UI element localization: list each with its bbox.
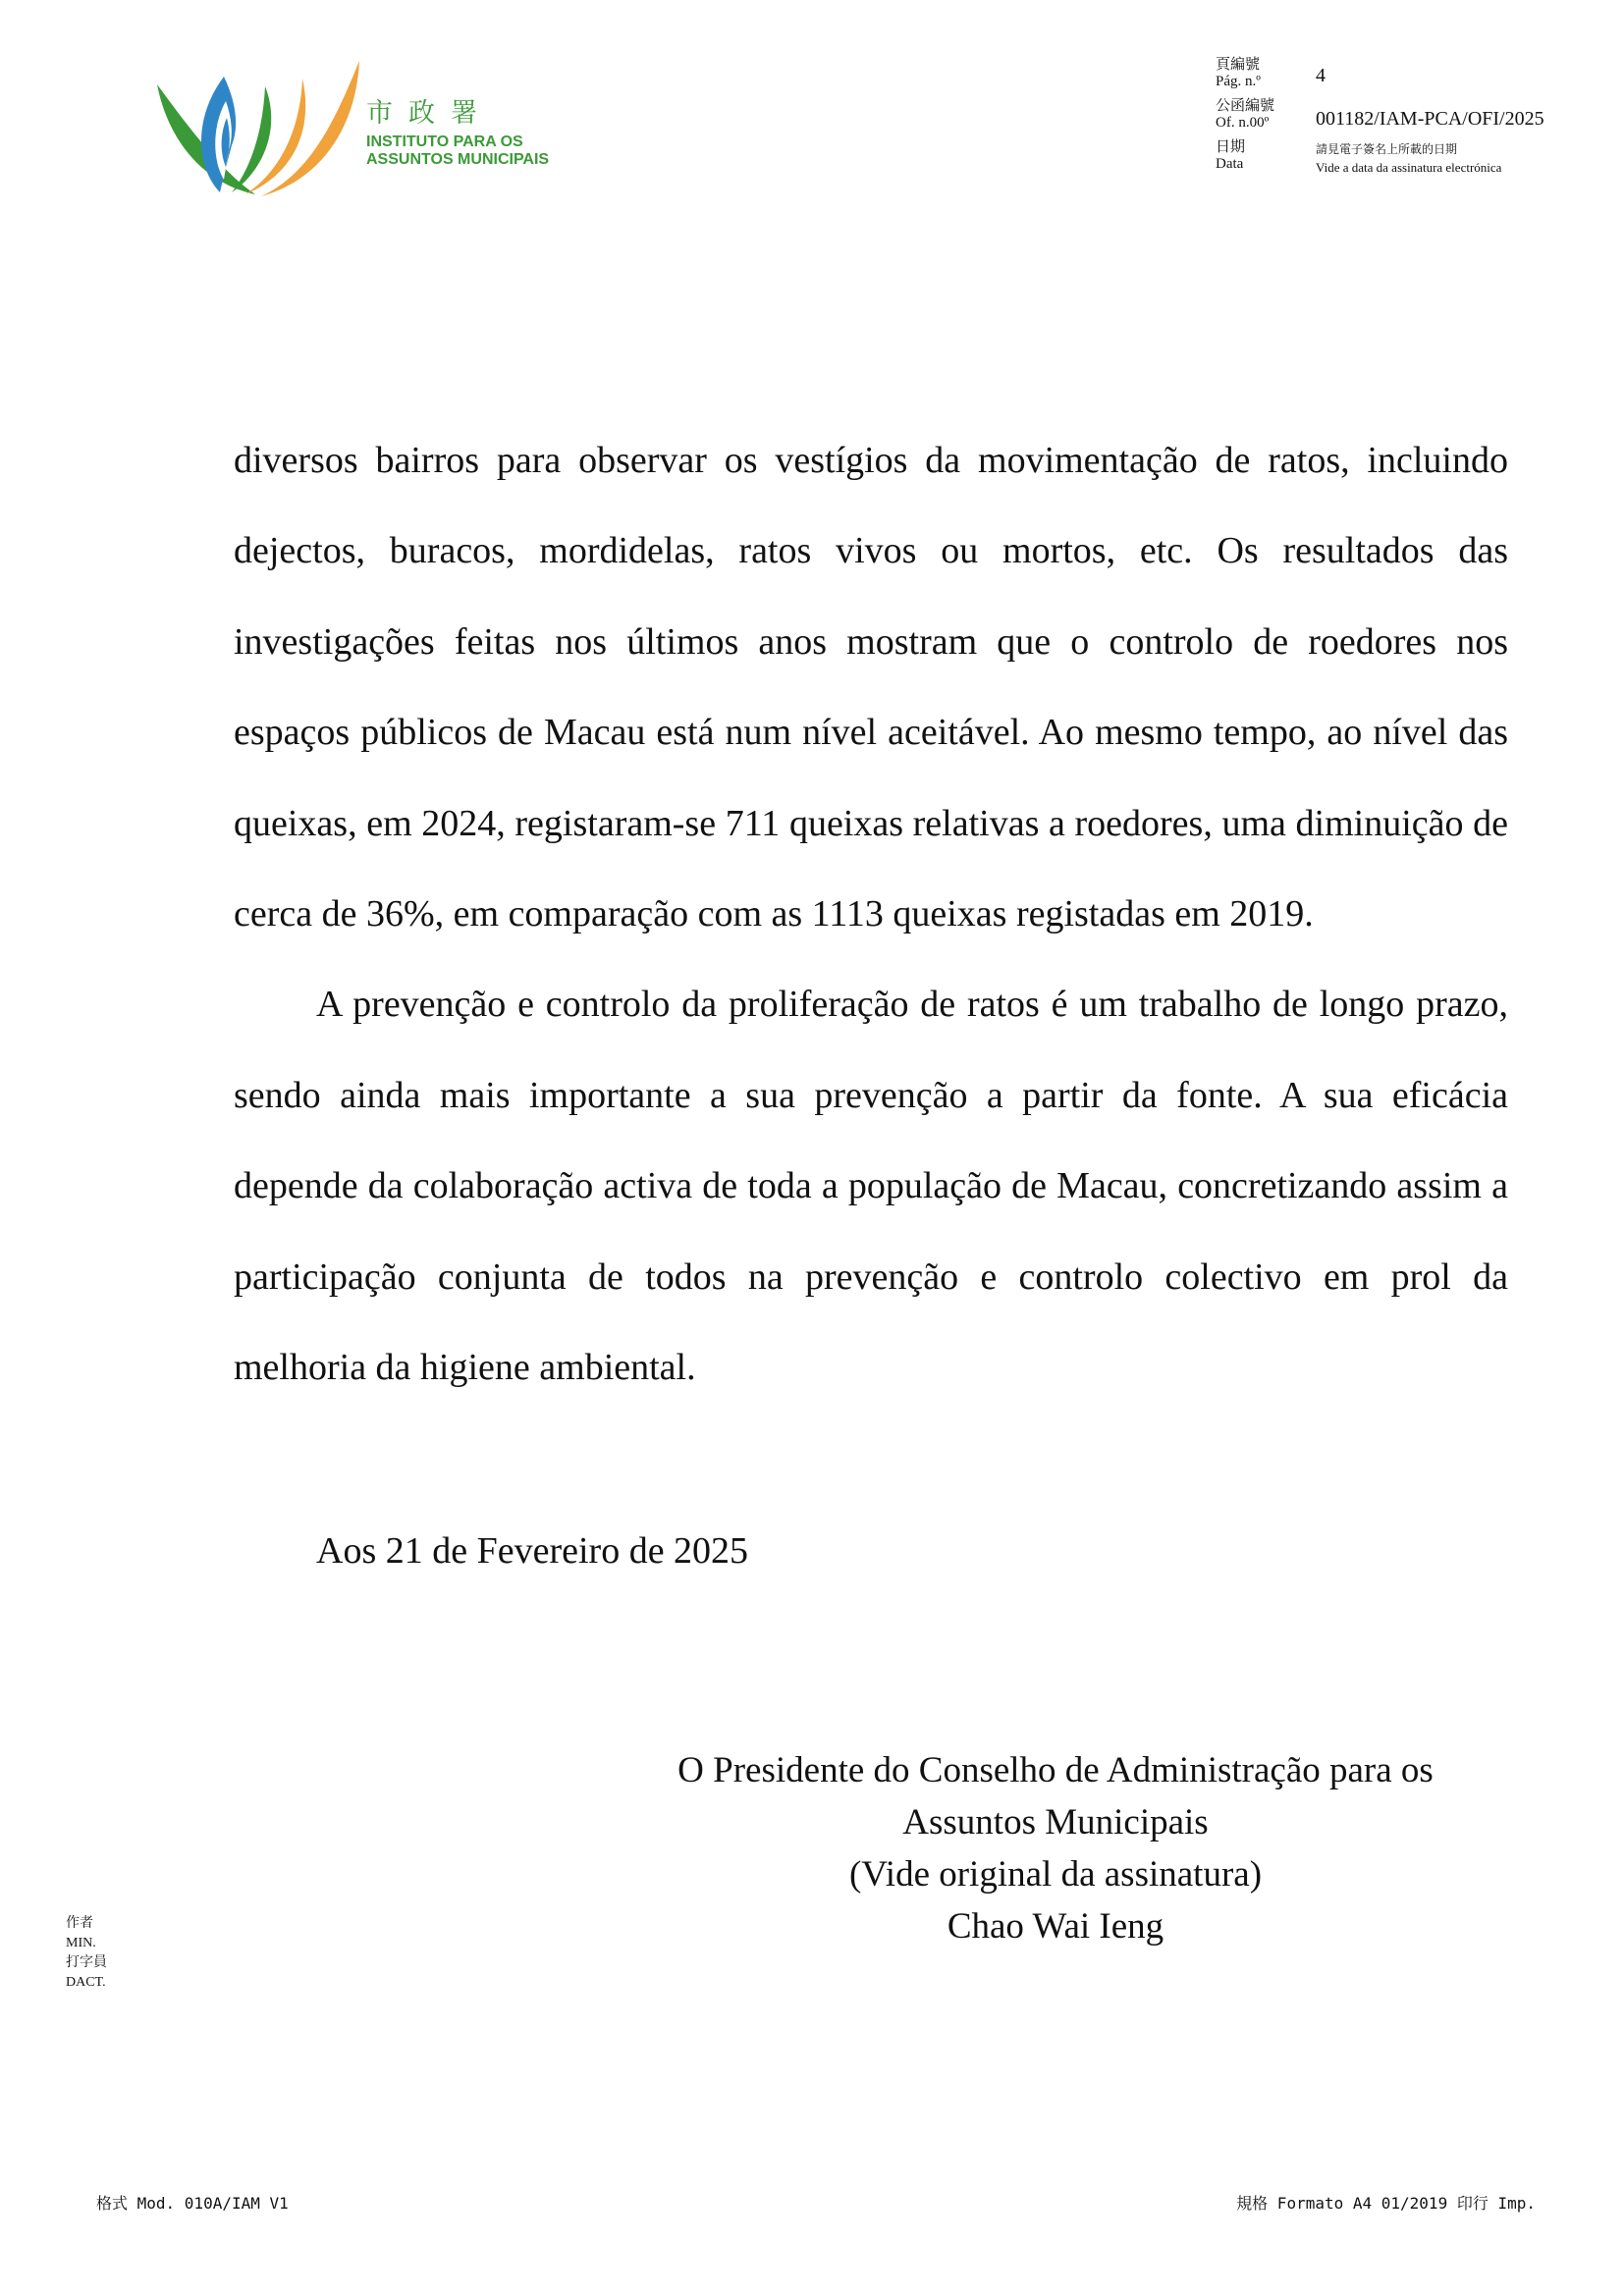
ref-label-pt: Of. n.00º	[1216, 115, 1270, 131]
author-label-pt: MIN.	[66, 1936, 96, 1950]
signature-note: (Vide original da assinatura)	[848, 1854, 1263, 1895]
ref-label-cn: 公函編號	[1216, 98, 1275, 114]
logo-portuguese-name-line2: ASSUNTOS MUNICIPAIS	[366, 151, 550, 168]
author-typist-block	[66, 1914, 107, 1993]
author-label-cn: 作者	[66, 1916, 93, 1931]
date-label-cn: 日期	[1216, 139, 1246, 155]
institution-logo	[155, 57, 568, 204]
signature-block	[589, 1744, 1522, 1952]
date-value-pt: Vide a data da assinatura electrónica	[1316, 160, 1502, 175]
logo-portuguese-name-line1: INSTITUTO PARA OS	[366, 133, 523, 150]
signature-title-line2: Assuntos Municipais	[902, 1802, 1209, 1842]
page-label-cn: 頁編號	[1216, 57, 1261, 73]
page-label-pt: Pág. n.º	[1216, 74, 1261, 89]
letter-date: Aos 21 de Fevereiro de 2025	[316, 1530, 749, 1572]
typist-label-pt: DACT.	[66, 1975, 106, 1990]
paragraph-2: A prevenção e controlo da proliferação de ratos é um trabalho de longo prazo, sendo ainda mais importante a sua prevenção a partir da fonte. A sua eficácia depende da colaboração activa de toda a população de Macau, concretizando assim a participação conjunta de todos na prevenção e controlo colectivo em prol da melhoria da higiene ambiental.	[234, 984, 1508, 1389]
date-label-pt: Data	[1216, 156, 1244, 172]
typist-label-cn: 打字員	[66, 1955, 107, 1970]
date-value-cn: 請見電子簽名上所載的日期	[1316, 142, 1458, 156]
signatory-name: Chao Wai Ieng	[947, 1906, 1164, 1947]
footer-form-model: 格式 Mod. 010A/IAM V1	[96, 2194, 289, 2213]
letter-body	[234, 415, 1508, 1413]
iam-emblem-icon	[155, 57, 361, 199]
reference-number: 001182/IAM-PCA/OFI/2025	[1316, 108, 1544, 130]
logo-chinese-name: 市政署	[366, 98, 493, 129]
page-number: 4	[1316, 65, 1326, 86]
signature-title-line1: O Presidente do Conselho de Administração para os	[677, 1750, 1434, 1790]
paragraph-1: diversos bairros para observar os vestígios da movimentação de ratos, incluindo dejectos, buracos, mordidelas, ratos vivos ou mortos, etc. Os resultados das investigações feitas nos últimos anos mostram que o controlo de roedores nos espaços públicos de Macau está num nível aceitável. Ao mesmo tempo, ao nível das queixas, em 2024, registaram-se 711 queixas relativas a roedores, uma diminuição de cerca de 36%, em comparação com as 1113 queixas registadas em 2019.	[234, 440, 1508, 935]
footer-format-info: 規格 Formato A4 01/2019 印行 Imp.	[1236, 2194, 1536, 2213]
